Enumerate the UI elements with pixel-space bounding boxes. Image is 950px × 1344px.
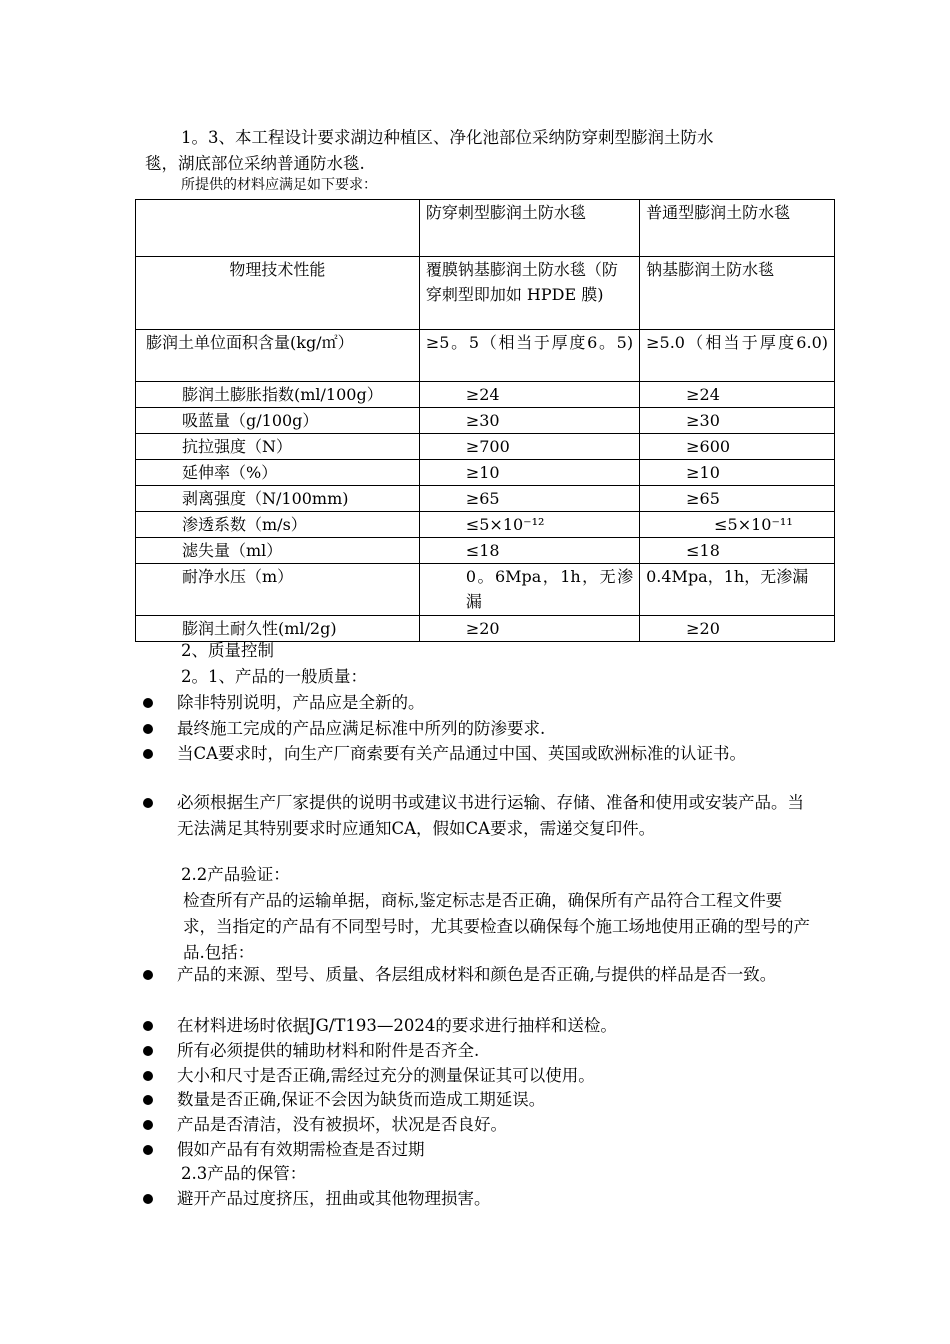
section-2-1-title: 2。1、产品的一般质量： — [181, 667, 367, 686]
list-item: 避开产品过度挤压，扭曲或其他物理损害。 — [143, 1186, 813, 1212]
subheader-standard: 钠基膨润土防水毯 — [640, 257, 835, 330]
table-subheader-row — [136, 257, 835, 330]
section-2-title: 2、质量控制 — [181, 641, 274, 660]
list-item: 产品的来源、型号、质量、各层组成材料和颜色是否正确,与提供的样品是否一致。 — [143, 962, 813, 988]
bullet-icon — [143, 749, 153, 759]
bullet-icon — [143, 698, 153, 708]
bullet-icon — [143, 798, 153, 808]
row-value-a: ≥5。5（相当于厚度6。5) — [419, 330, 639, 382]
section-2-2-intro: 检查所有产品的运输单据，商标,鉴定标志是否正确，确保所有产品符合工程文件要求，当指定的产品有不同型号时，尤其要检查以确保每个施工场地使用正确的型号的产品.包括： — [183, 891, 810, 962]
row-name: 渗透系数（m/s） — [136, 512, 420, 538]
spec-table — [135, 199, 835, 642]
list-item: 在材料进场时依据JG/T193—2024的要求进行抽样和送检。 — [143, 1013, 813, 1039]
row-value-b: ≤5×10⁻¹¹ — [640, 512, 835, 538]
row-value-a: ≥30 — [419, 408, 639, 434]
bullet-icon — [143, 1145, 153, 1155]
intro-line-3: 所提供的材料应满足如下要求： — [181, 177, 377, 193]
table-corner-cell — [136, 200, 420, 257]
bullet-icon — [143, 724, 153, 734]
table-row — [136, 434, 835, 460]
row-value-a: ≥10 — [419, 460, 639, 486]
row-value-b: ≥10 — [640, 460, 835, 486]
table-row — [136, 564, 835, 616]
col-header-puncture: 防穿刺型膨润土防水毯 — [419, 200, 639, 257]
row-value-a: ≥65 — [419, 486, 639, 512]
row-value-b: ≥30 — [640, 408, 835, 434]
table-row — [136, 382, 835, 408]
intro-line-2: 毯，湖底部位采纳普通防水毯. — [145, 154, 365, 173]
subheader-puncture: 覆膜钠基膨润土防水毯（防穿刺型即加如 HPDE 膜) — [419, 257, 639, 330]
row-header-physical: 物理技术性能 — [136, 257, 420, 330]
list-item: 当CA要求时，向生产厂商索要有关产品通过中国、英国或欧洲标准的认证书。 — [143, 741, 813, 767]
row-name: 膨润土膨胀指数(ml/100g） — [136, 382, 420, 408]
row-value-b: 0.4Mpa，1h，无渗漏 — [640, 564, 835, 616]
row-value-b: ≤18 — [640, 538, 835, 564]
bullet-icon — [143, 1095, 153, 1105]
row-name: 膨润土耐久性(ml/2g) — [136, 616, 420, 642]
row-value-b: ≥24 — [640, 382, 835, 408]
row-name: 延伸率（%） — [136, 460, 420, 486]
list-item: 大小和尺寸是否正确,需经过充分的测量保证其可以使用。 — [143, 1063, 813, 1089]
table-row — [136, 408, 835, 434]
bullet-icon — [143, 970, 153, 980]
table-row — [136, 330, 835, 382]
bullet-icon — [143, 1194, 153, 1204]
table-header-row — [136, 200, 835, 257]
bullet-icon — [143, 1071, 153, 1081]
row-name: 膨润土单位面积含量(kg/㎡） — [136, 330, 420, 382]
table-row — [136, 538, 835, 564]
row-value-a: ≥700 — [419, 434, 639, 460]
bullet-icon — [143, 1120, 153, 1130]
list-item: 最终施工完成的产品应满足标准中所列的防渗要求. — [143, 716, 813, 742]
col-header-standard: 普通型膨润土防水毯 — [640, 200, 835, 257]
row-name: 滤失量（ml） — [136, 538, 420, 564]
table-row — [136, 486, 835, 512]
row-name: 抗拉强度（N） — [136, 434, 420, 460]
row-value-b: ≥600 — [640, 434, 835, 460]
list-item: 产品是否清洁，没有被损坏，状况是否良好。 — [143, 1112, 813, 1138]
row-value-a: ≤5×10⁻¹² — [419, 512, 639, 538]
row-value-b: ≥20 — [640, 616, 835, 642]
row-value-a: 0。6Mpa，1h，无渗漏 — [419, 564, 639, 616]
list-item: 所有必须提供的辅助材料和附件是否齐全. — [143, 1038, 813, 1064]
row-name: 吸蓝量（g/100g） — [136, 408, 420, 434]
section-2-3-title: 2.3产品的保管： — [181, 1164, 307, 1183]
bullet-icon — [143, 1021, 153, 1031]
row-name: 剥离强度（N/100mm) — [136, 486, 420, 512]
section-2-2-title: 2.2产品验证： — [181, 865, 290, 884]
row-value-a: ≥24 — [419, 382, 639, 408]
row-value-b: ≥5.0（相当于厚度6.0) — [640, 330, 835, 382]
table-row — [136, 512, 835, 538]
row-value-a: ≤18 — [419, 538, 639, 564]
row-value-b: ≥65 — [640, 486, 835, 512]
list-item: 必须根据生产厂家提供的说明书或建议书进行运输、存储、准备和使用或安装产品。当无法满足其特别要求时应通知CA，假如CA要求，需递交复印件。 — [143, 790, 813, 842]
row-name: 耐净水压（m） — [136, 564, 420, 616]
list-item: 数量是否正确,保证不会因为缺货而造成工期延误。 — [143, 1087, 813, 1113]
table-row — [136, 460, 835, 486]
row-value-a: ≥20 — [419, 616, 639, 642]
bullet-icon — [143, 1046, 153, 1056]
list-item: 假如产品有有效期需检查是否过期 — [143, 1137, 813, 1163]
intro-line-1: 1。3、本工程设计要求湖边种植区、净化池部位采纳防穿刺型膨润土防水 — [181, 128, 714, 147]
list-item: 除非特别说明，产品应是全新的。 — [143, 690, 813, 716]
